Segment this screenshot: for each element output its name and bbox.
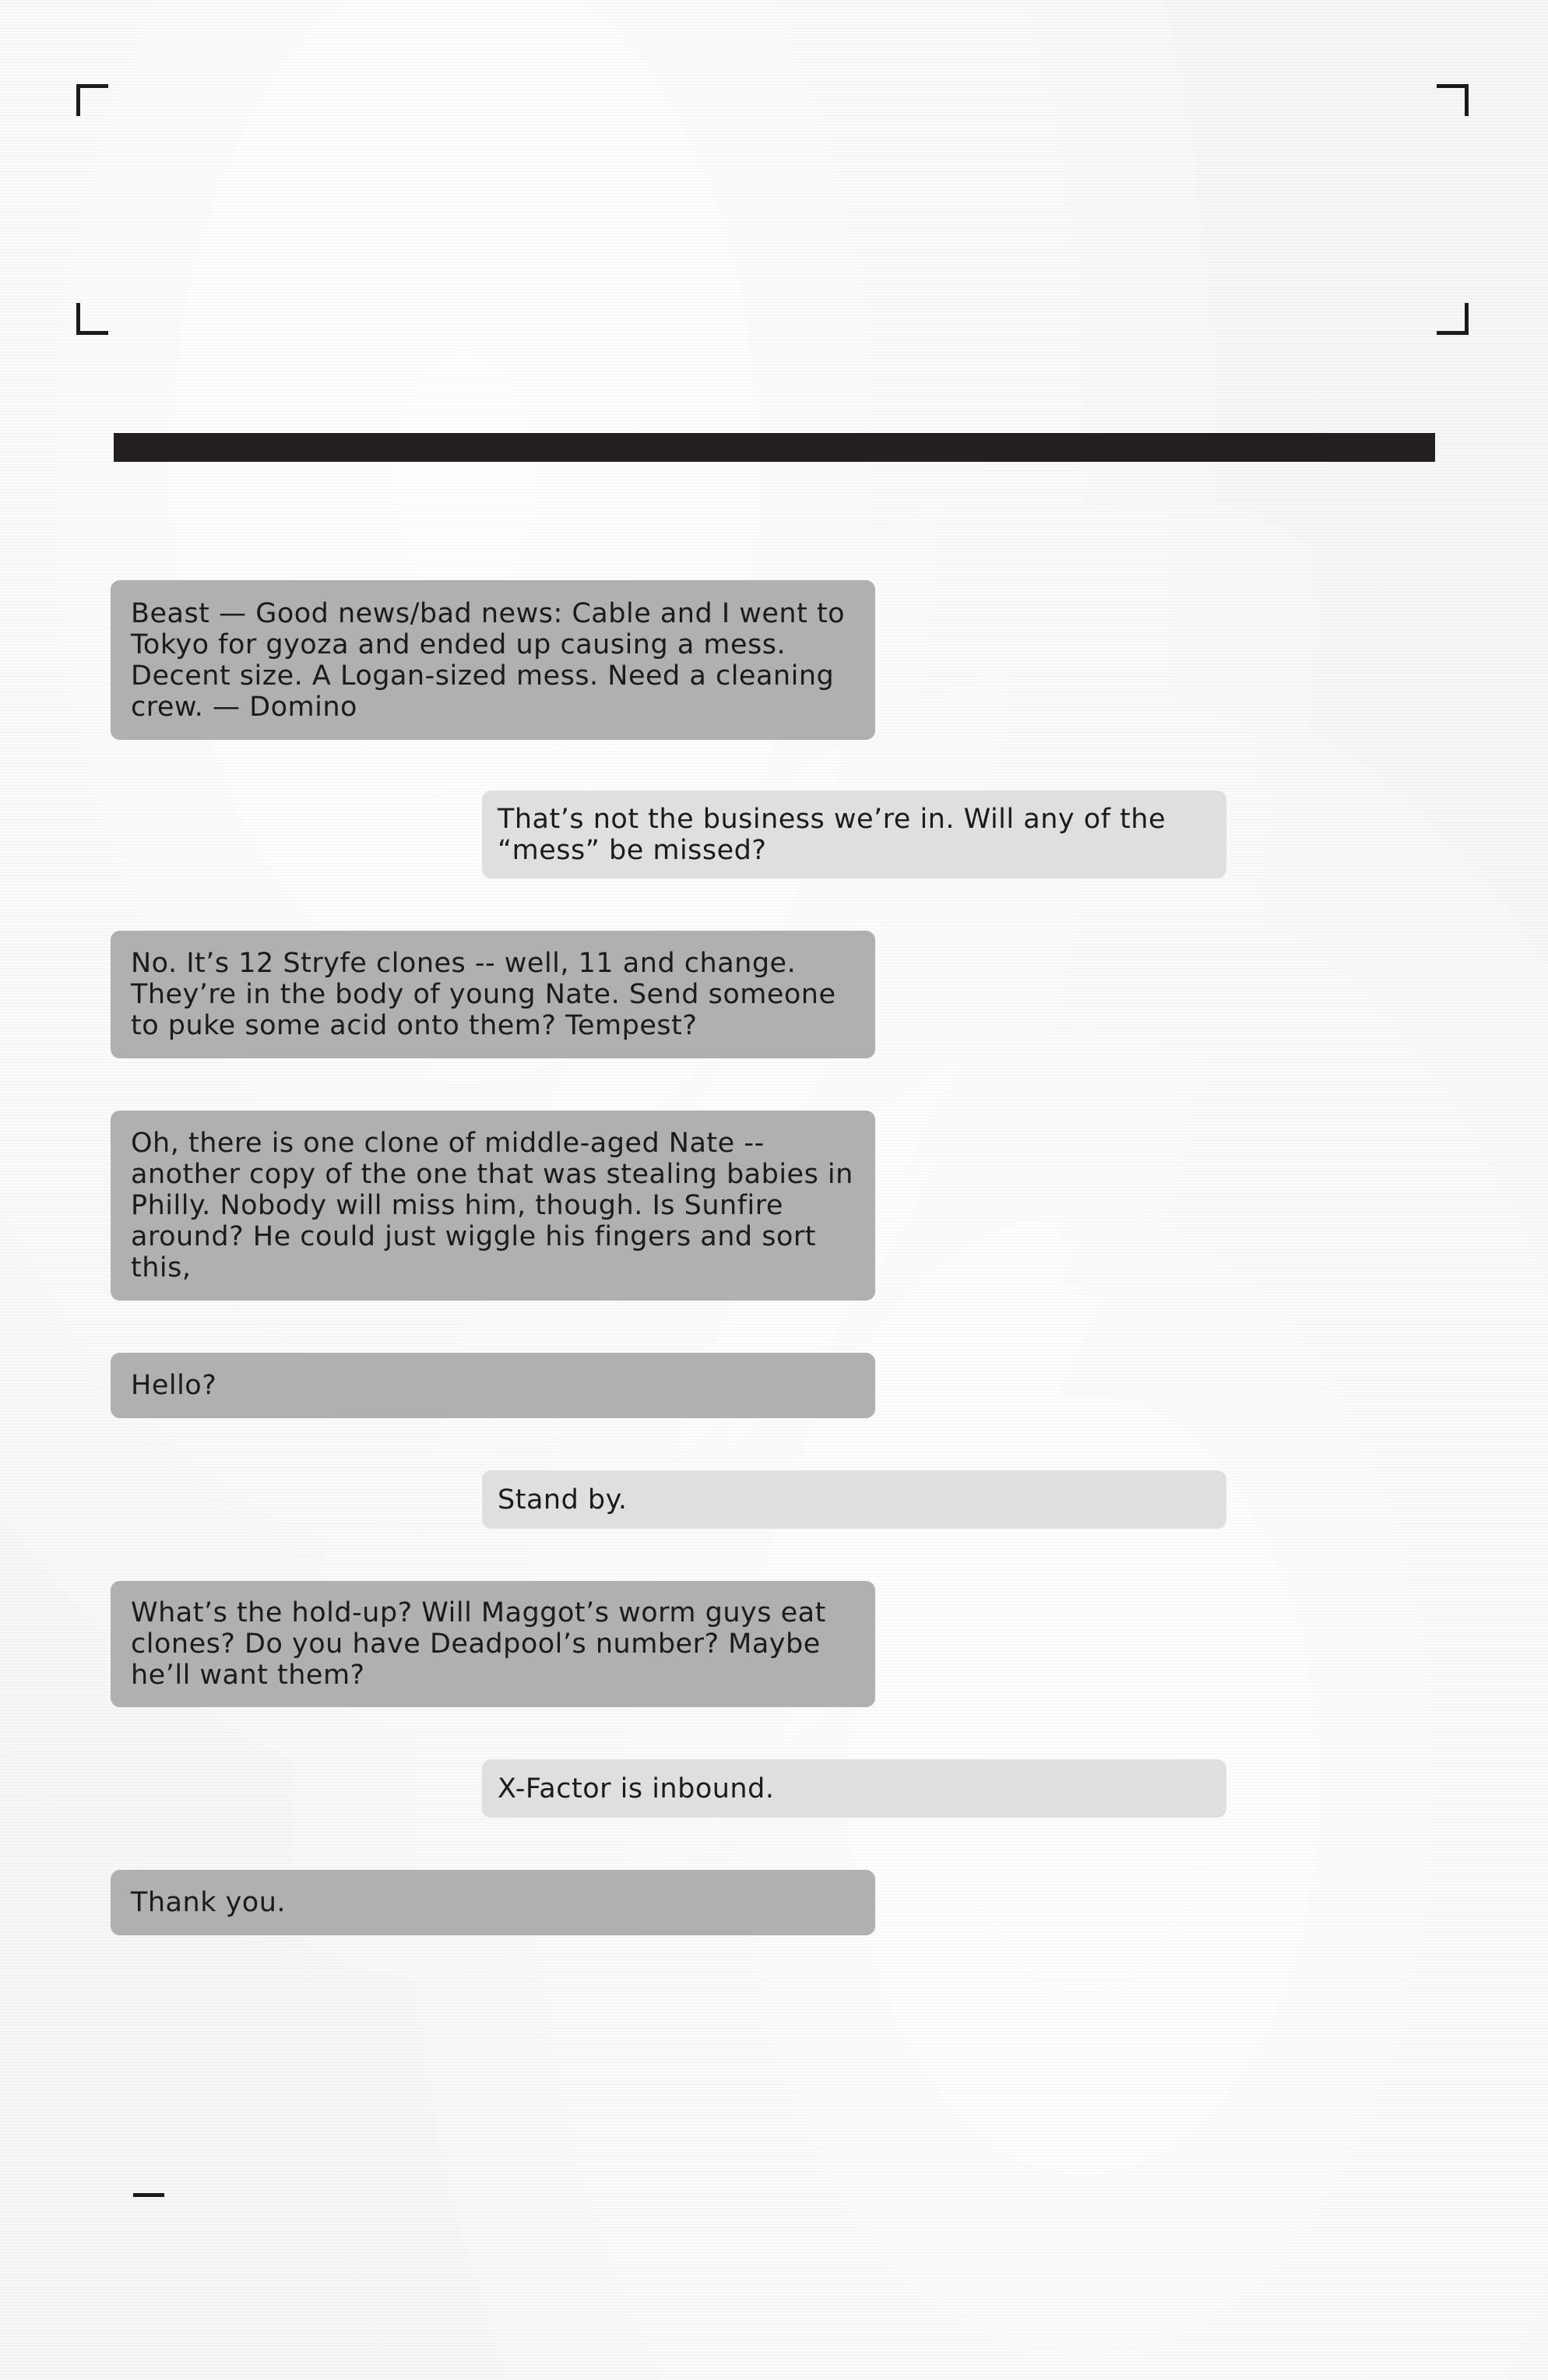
frame-corner-bottom-left bbox=[76, 303, 108, 335]
message-bubble-incoming: Thank you. bbox=[111, 1870, 875, 1935]
frame-corner-top-left bbox=[76, 84, 108, 116]
frame-corner-bottom-right bbox=[1437, 303, 1469, 335]
header-bar bbox=[114, 433, 1435, 462]
message-bubble-incoming: No. It’s 12 Stryfe clones -- well, 11 and change. They’re in the body of young Nate. Send someone to puke some acid onto them? Tempest? bbox=[111, 931, 875, 1058]
page-marker-dash bbox=[133, 2193, 164, 2197]
message-bubble-incoming: Hello? bbox=[111, 1353, 875, 1418]
message-bubble-incoming: What’s the hold-up? Will Maggot’s worm guys eat clones? Do you have Deadpool’s number? Maybe he’ll want them? bbox=[111, 1581, 875, 1707]
message-bubble-outgoing: That’s not the business we’re in. Will any of the “mess” be missed? bbox=[482, 790, 1226, 878]
message-bubble-incoming: Oh, there is one clone of middle-aged Nate -- another copy of the one that was stealing babies in Philly. Nobody will miss him, though. Is Sunfire around? He could just wiggle his fingers and sort this, bbox=[111, 1111, 875, 1301]
frame-corner-top-right bbox=[1437, 84, 1469, 116]
message-bubble-outgoing: Stand by. bbox=[482, 1470, 1226, 1529]
message-bubble-outgoing: X-Factor is inbound. bbox=[482, 1759, 1226, 1818]
message-bubble-incoming: Beast — Good news/bad news: Cable and I went to Tokyo for gyoza and ended up causing a mess. Decent size. A Logan-sized mess. Need a cleaning crew. — Domino bbox=[111, 580, 875, 740]
